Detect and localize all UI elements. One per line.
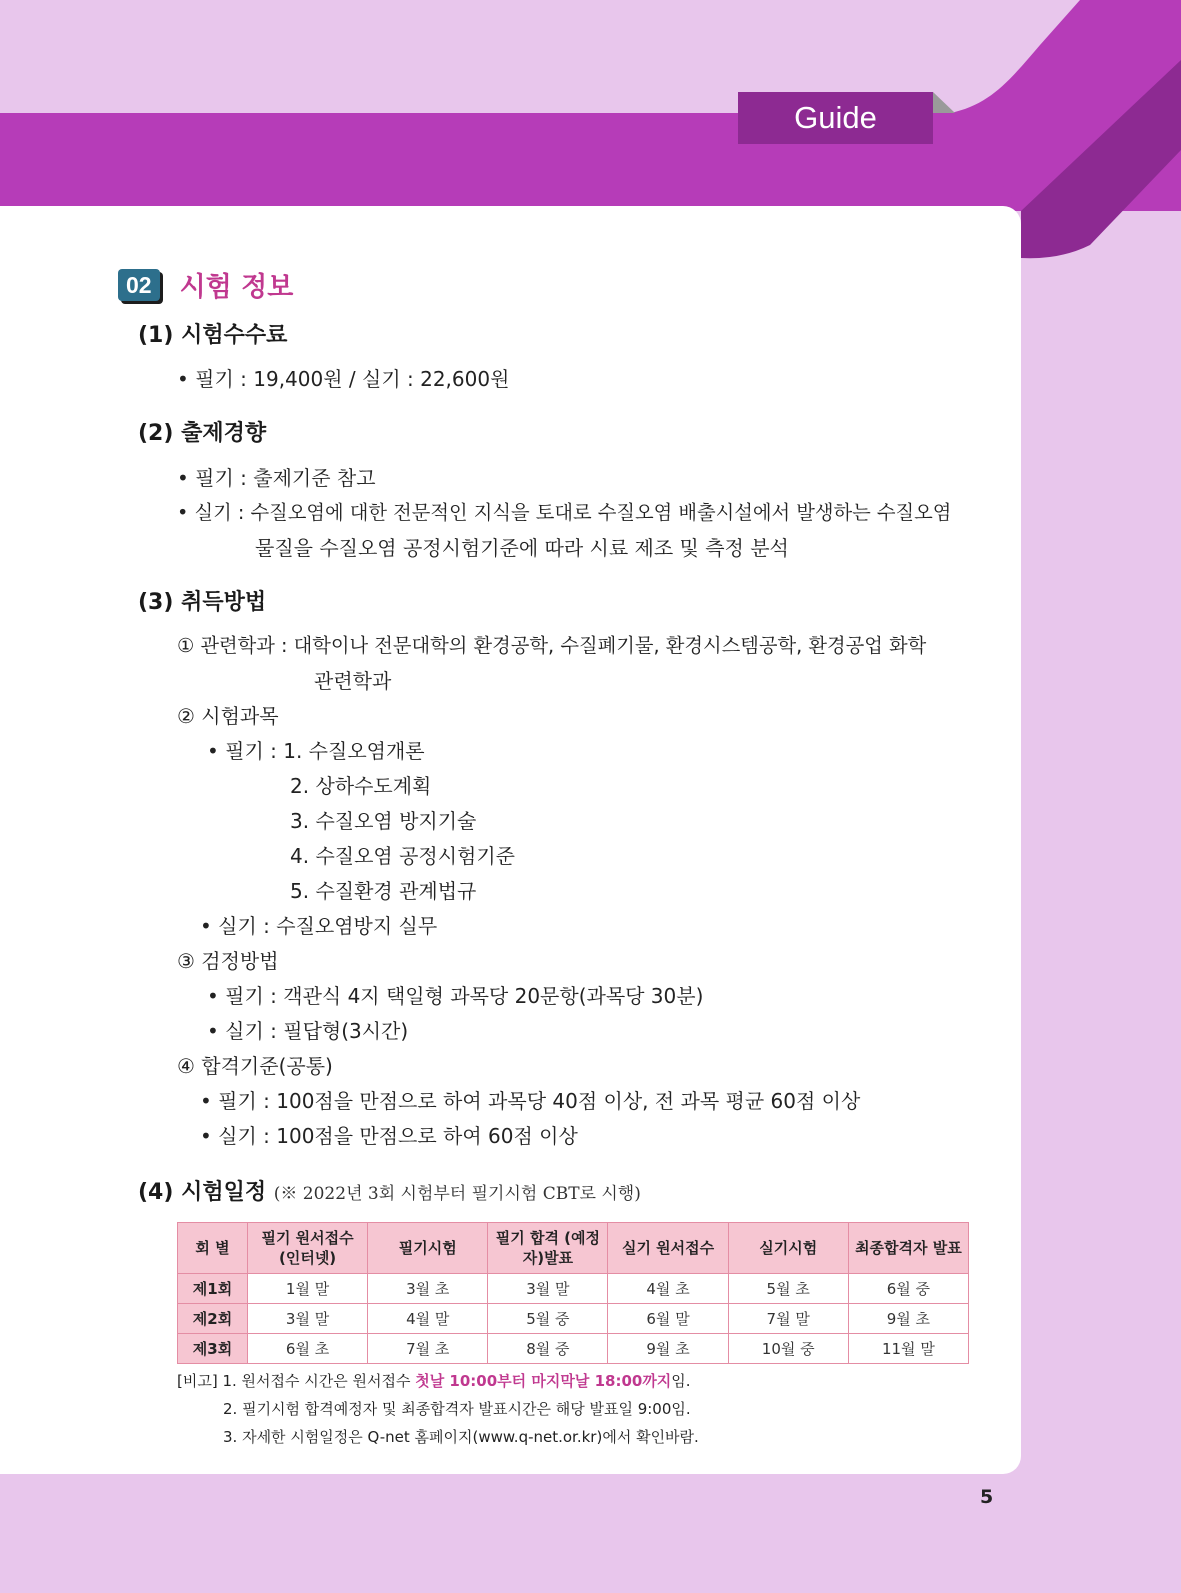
remark-1-suffix: 임. bbox=[671, 1372, 691, 1390]
remark-1-highlight: 첫날 10:00부터 마지막날 18:00까지 bbox=[415, 1372, 672, 1390]
method-written: • 필기 : 객관식 4지 택일형 과목당 20문항(과목당 30분) bbox=[207, 984, 704, 1008]
table-row bbox=[178, 1274, 969, 1304]
table-row bbox=[178, 1334, 969, 1364]
remark-1-prefix: [비고] 1. 원서접수 시간은 원서접수 bbox=[177, 1372, 416, 1390]
column-header: 회 별 bbox=[178, 1223, 248, 1274]
row-header: 제1회 bbox=[178, 1274, 248, 1304]
table-cell: 6월 말 bbox=[608, 1304, 728, 1334]
schedule-table bbox=[177, 1222, 969, 1364]
trend-practical-line2: 물질을 수질오염 공정시험기준에 따라 시료 제조 및 측정 분석 bbox=[255, 536, 789, 560]
schedule-header-row bbox=[178, 1223, 969, 1274]
schedule-note: (※ 2022년 3회 시험부터 필기시험 CBT로 시행) bbox=[273, 1184, 641, 1204]
table-cell: 4월 초 bbox=[608, 1274, 728, 1304]
pass-written: • 필기 : 100점을 만점으로 하여 과목당 40점 이상, 전 과목 평균 60점 이상 bbox=[200, 1089, 861, 1113]
table-cell: 6월 중 bbox=[848, 1274, 968, 1304]
table-cell: 7월 말 bbox=[728, 1304, 848, 1334]
written-subject-2: 2. 상하수도계획 bbox=[290, 774, 432, 798]
trend-written: • 필기 : 출제기준 참고 bbox=[177, 466, 376, 490]
table-cell: 5월 초 bbox=[728, 1274, 848, 1304]
dept-line1: ① 관련학과 : 대학이나 전문대학의 환경공학, 수질폐기물, 환경시스템공학, 환경공업 화학 bbox=[177, 634, 927, 657]
fee-line: • 필기 : 19,400원 / 실기 : 22,600원 bbox=[177, 367, 510, 391]
table-cell: 3월 초 bbox=[368, 1274, 488, 1304]
schedule-heading-row bbox=[138, 1175, 641, 1206]
method-practical: • 실기 : 필답형(3시간) bbox=[207, 1019, 409, 1043]
table-cell: 10월 중 bbox=[728, 1334, 848, 1364]
method-title: ③ 검정방법 bbox=[177, 949, 279, 973]
table-cell: 9월 초 bbox=[848, 1304, 968, 1334]
column-header: 실기 원서접수 bbox=[608, 1223, 728, 1274]
row-header: 제2회 bbox=[178, 1304, 248, 1334]
table-cell: 3월 말 bbox=[248, 1304, 368, 1334]
row-header: 제3회 bbox=[178, 1334, 248, 1364]
table-cell: 4월 말 bbox=[368, 1304, 488, 1334]
column-header: 필기 합격 (예정자)발표 bbox=[488, 1223, 608, 1274]
dept-line2: 관련학과 bbox=[314, 669, 392, 693]
trend-practical-line1: • 실기 : 수질오염에 대한 전문적인 지식을 토대로 수질오염 배출시설에서 발생하는 수질오염 bbox=[177, 501, 952, 524]
column-header: 필기 원서접수 (인터넷) bbox=[248, 1223, 368, 1274]
column-header: 필기시험 bbox=[368, 1223, 488, 1274]
table-cell: 3월 말 bbox=[488, 1274, 608, 1304]
table-cell: 1월 말 bbox=[248, 1274, 368, 1304]
section-header bbox=[118, 265, 293, 304]
fee-heading: (1) 시험수수료 bbox=[138, 323, 288, 348]
written-subject-4: 4. 수질오염 공정시험기준 bbox=[290, 844, 515, 868]
table-cell: 6월 초 bbox=[248, 1334, 368, 1364]
table-cell: 5월 중 bbox=[488, 1304, 608, 1334]
table-cell: 8월 중 bbox=[488, 1334, 608, 1364]
subjects-title: ② 시험과목 bbox=[177, 704, 279, 728]
remark-1 bbox=[177, 1370, 691, 1391]
acquire-heading: (3) 취득방법 bbox=[138, 590, 267, 615]
guide-tab: Guide bbox=[738, 92, 933, 144]
practical-subject: • 실기 : 수질오염방지 실무 bbox=[200, 914, 438, 938]
page-number: 5 bbox=[980, 1486, 994, 1508]
table-cell: 7월 초 bbox=[368, 1334, 488, 1364]
section-title: 시험 정보 bbox=[179, 272, 294, 303]
section-number-badge: 02 bbox=[118, 269, 160, 301]
column-header: 실기시험 bbox=[728, 1223, 848, 1274]
pass-title: ④ 합격기준(공통) bbox=[177, 1054, 333, 1078]
written-subject-1: • 필기 : 1. 수질오염개론 bbox=[207, 739, 425, 763]
table-cell: 9월 초 bbox=[608, 1334, 728, 1364]
written-subject-3: 3. 수질오염 방지기술 bbox=[290, 809, 477, 833]
written-subject-5: 5. 수질환경 관계법규 bbox=[290, 879, 477, 903]
column-header: 최종합격자 발표 bbox=[848, 1223, 968, 1274]
trend-heading: (2) 출제경향 bbox=[138, 421, 267, 446]
pass-practical: • 실기 : 100점을 만점으로 하여 60점 이상 bbox=[200, 1124, 578, 1148]
table-row bbox=[178, 1304, 969, 1334]
remark-3: 3. 자세한 시험일정은 Q-net 홈페이지(www.q-net.or.kr)에서 확인바람. bbox=[223, 1428, 699, 1446]
table-cell: 11월 말 bbox=[848, 1334, 968, 1364]
remark-2: 2. 필기시험 합격예정자 및 최종합격자 발표시간은 해당 발표일 9:00임. bbox=[223, 1400, 691, 1418]
schedule-heading: (4) 시험일정 bbox=[138, 1180, 267, 1205]
